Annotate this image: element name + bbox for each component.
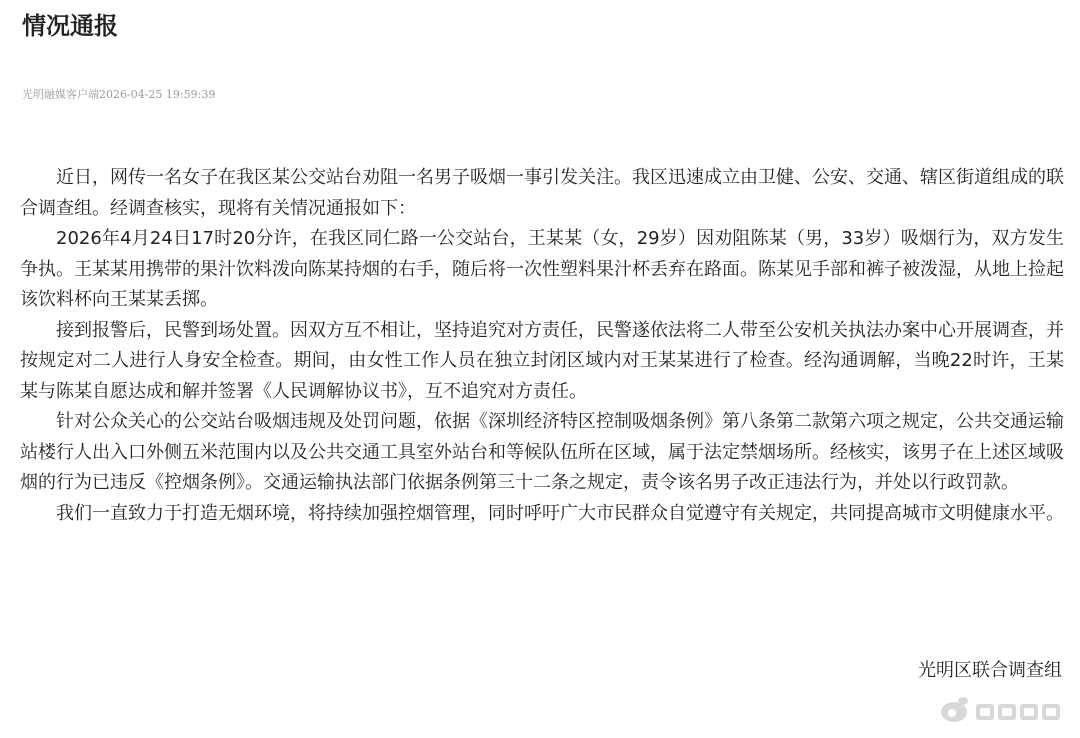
source-meta: 光明融媒客户端2026-04-25 19:59:39: [22, 88, 216, 101]
page-title: 情况通报: [22, 12, 118, 40]
paragraph: 2026年4月24日17时20分许，在我区同仁路一公交站台，王某某（女，29岁）因劝阻陈某（男，33岁）吸烟行为，双方发生争执。王某某用携带的果汁饮料泼向陈某持烟的右手，随后将一次性塑料果汁杯丢弃在路面。陈某见手部和裤子被泼湿，从地上捡起该饮料杯向王某某丢掷。: [20, 228, 1064, 310]
paragraph: 针对公众关心的公交站台吸烟违规及处罚问题，依据《深圳经济特区控制吸烟条例》第八条第二款第六项之规定，公共交通运输站楼行人出入口外侧五米范围内以及公共交通工具室外站台和等候队伍所在区域，属于法定禁烟场所。经核实，该男子在上述区域吸烟的行为已违反《控烟条例》。交通运输执法部门依据条例第三十二条之规定，责令该名男子改正违法行为，并处以行政罚款。: [20, 411, 1064, 493]
article-body: [20, 163, 1064, 529]
paragraph: 接到报警后，民警到场处置。因双方互不相让，坚持追究对方责任，民警遂依法将二人带至公安机关执法办案中心开展调查，并按规定对二人进行人身安全检查。期间，由女性工作人员在独立封闭区域内对王某某进行了检查。经沟通调解，当晚22时许，王某某与陈某自愿达成和解并签署《人民调解协议书》，互不追究对方责任。: [20, 319, 1064, 402]
paragraph: 近日，网传一名女子在我区某公交站台劝阻一名男子吸烟一事引发关注。我区迅速成立由卫健、公安、交通、辖区街道组成的联合调查组。经调查核实，现将有关情况通报如下：: [20, 167, 1064, 219]
signature: 光明区联合调查组: [918, 660, 1062, 681]
paragraph: 我们一直致力于打造无烟环境，将持续加强控烟管理，同时呼吁广大市民群众自觉遵守有关规定，共同提高城市文明健康水平。: [56, 502, 1064, 524]
weibo-watermark-icon: [938, 692, 1068, 728]
